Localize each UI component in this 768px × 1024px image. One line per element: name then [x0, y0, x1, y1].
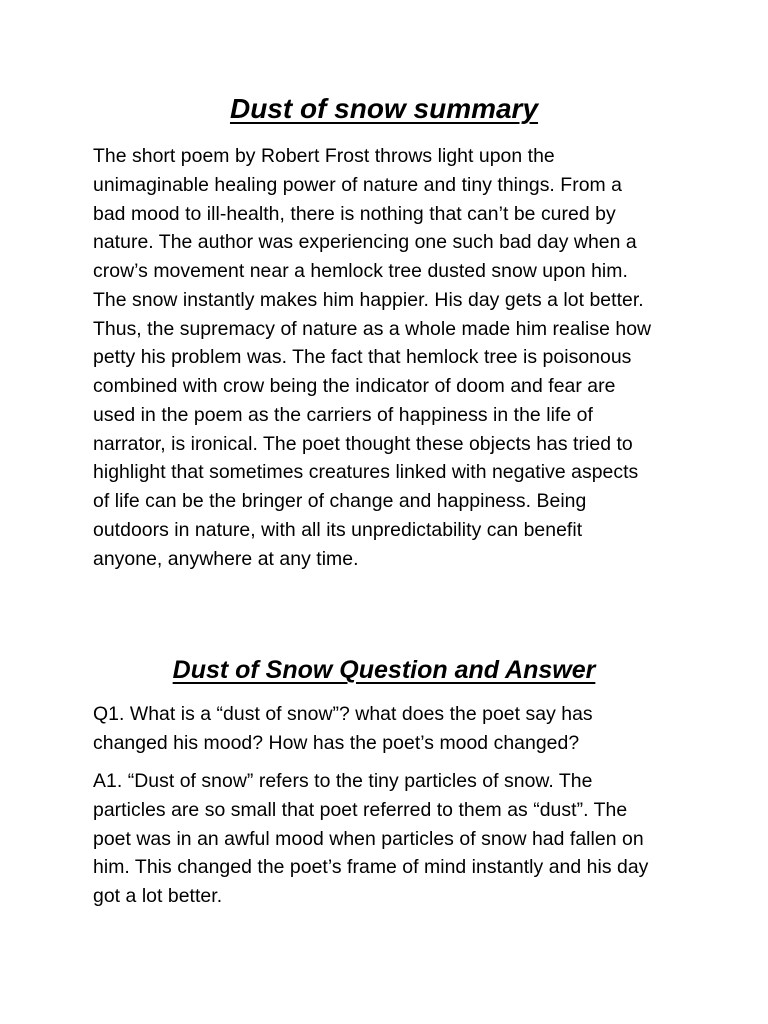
question-1: Q1. What is a “dust of snow”? what does the poet say has changed his mood? How has the poet’s mood changed? — [93, 703, 593, 754]
answer-1: A1. “Dust of snow” refers to the tiny particles of snow. The particles are so small that poet referred to them as “dust”. The poet was in an awful mood when particles of snow had fallen on him. This changed the poet’s frame of mind instantly and his day got a lot better. — [93, 770, 649, 907]
qa-heading: Dust of Snow Question and Answer — [172, 656, 596, 684]
page-title: Dust of snow summary — [229, 93, 539, 124]
summary-paragraph: The short poem by Robert Frost throws light upon the unimaginable healing power of nature and tiny things. From a bad mood to ill-health, there is nothing that can’t be cured by nature. The author was experiencing one such bad day when a crow’s movement near a hemlock tree dusted snow upon him. The snow instantly makes him happier. His day gets a lot better. Thus, the supremacy of nature as a whole made him realise how petty his problem was. The fact that hemlock tree is poisonous combined with crow being the indicator of doom and fear are used in the poem as the carriers of happiness in the life of narrator, is ironical. The poet thought these objects has tried to highlight that sometimes creatures linked with negative aspects of life can be the bringer of change and happiness. Being outdoors in nature, with all its unpredictability can benefit anyone, anywhere at any time. — [93, 145, 652, 570]
